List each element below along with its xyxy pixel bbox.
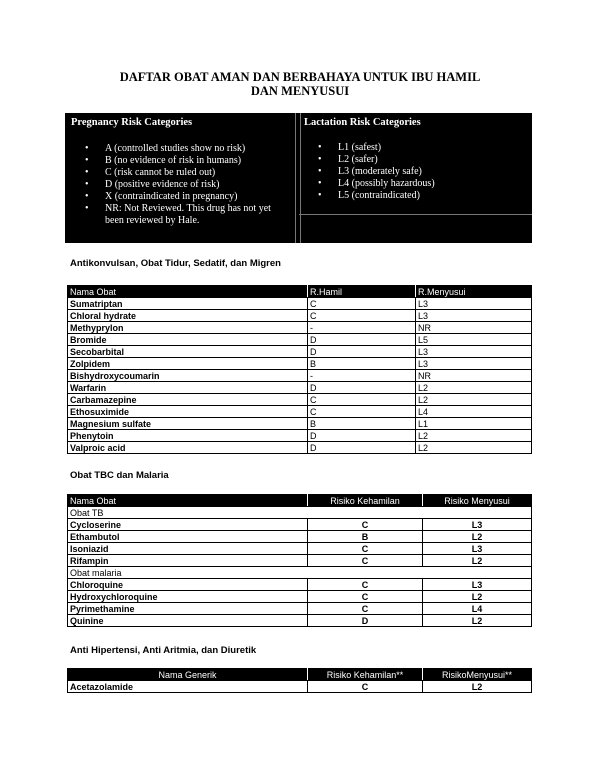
lactation-risk-cell: L3 (416, 358, 532, 370)
pregnancy-risk-item: • C (risk cannot be ruled out) (85, 167, 285, 179)
table-row (68, 543, 532, 555)
pregnancy-risk-cell: C (308, 310, 416, 322)
table-row (68, 370, 532, 382)
table-header-row (68, 495, 532, 507)
drug-name-cell: Bishydroxycoumarin (68, 370, 308, 382)
drug-name-cell: Chloral hydrate (68, 310, 308, 322)
table-row (68, 358, 532, 370)
drug-name-cell: Acetazolamide (68, 681, 308, 693)
drug-name-cell: Pyrimethamine (68, 603, 308, 615)
pregnancy-risk-cell: C (308, 298, 416, 310)
antihypertensive-table-body (68, 681, 532, 693)
pregnancy-risk-item: • B (no evidence of risk in humans) (85, 155, 285, 167)
lactation-risk-cell: L2 (423, 591, 532, 603)
drug-name-cell: Rifampin (68, 555, 308, 567)
pregnancy-risk-item: • NR: Not Reviewed. This drug has not yet been reviewed by Hale. (85, 203, 285, 227)
legend-divider (299, 214, 532, 215)
lactation-risk-cell: L3 (423, 519, 532, 531)
lactation-risk-cell: L5 (416, 334, 532, 346)
drug-name-cell: Carbamazepine (68, 394, 308, 406)
lactation-risk-item: • L5 (contraindicated) (318, 190, 435, 202)
table-row (68, 615, 532, 627)
table-row (68, 579, 532, 591)
column-header: Risiko Menyusui (423, 495, 532, 507)
group-label-cell: Obat TB (68, 507, 532, 519)
pregnancy-risk-cell: D (308, 430, 416, 442)
pregnancy-risk-cell: D (308, 382, 416, 394)
table-row (68, 519, 532, 531)
risk-category-legend (65, 113, 532, 243)
table-row (68, 346, 532, 358)
drug-name-cell: Cycloserine (68, 519, 308, 531)
lactation-risk-cell: L1 (416, 418, 532, 430)
lactation-risk-cell: NR (416, 370, 532, 382)
table-row (68, 430, 532, 442)
lactation-risk-panel (298, 113, 532, 243)
table-row (68, 298, 532, 310)
table-row (68, 681, 532, 693)
lactation-risk-cell: L4 (416, 406, 532, 418)
pregnancy-risk-list (85, 143, 285, 227)
lactation-risk-cell: L3 (416, 346, 532, 358)
drug-name-cell: Bromide (68, 334, 308, 346)
pregnancy-risk-cell: C (308, 555, 423, 567)
lactation-risk-cell: L3 (423, 543, 532, 555)
drug-name-cell: Methyprylon (68, 322, 308, 334)
column-header: Risiko Kehamilan** (308, 669, 423, 681)
pregnancy-risk-item: • A (controlled studies show no risk) (85, 143, 285, 155)
table-row (68, 334, 532, 346)
lactation-risk-item: • L2 (safer) (318, 154, 435, 166)
pregnancy-risk-cell: B (308, 531, 423, 543)
pregnancy-risk-cell: - (308, 370, 416, 382)
lactation-risk-cell: L2 (416, 442, 532, 454)
drug-name-cell: Secobarbital (68, 346, 308, 358)
lactation-risk-cell: L2 (416, 382, 532, 394)
lactation-risk-item: • L1 (safest) (318, 142, 435, 154)
lactation-risk-cell: L2 (416, 394, 532, 406)
lactation-risk-cell: L2 (423, 615, 532, 627)
pregnancy-risk-cell: C (308, 519, 423, 531)
title-line-1: DAFTAR OBAT AMAN DAN BERBAHAYA UNTUK IBU HAMIL (119, 70, 481, 84)
anticonvulsant-table-body (68, 298, 532, 454)
table-group-row (68, 507, 532, 519)
lactation-risk-title: Lactation Risk Categories (304, 117, 421, 128)
column-header: Nama Obat (68, 286, 308, 298)
table-row (68, 555, 532, 567)
lactation-risk-cell: L3 (423, 579, 532, 591)
table-header-row (68, 286, 532, 298)
table-group-row (68, 567, 532, 579)
drug-name-cell: Chloroquine (68, 579, 308, 591)
group-label-cell: Obat malaria (68, 567, 532, 579)
pregnancy-risk-item: • X (contraindicated in pregnancy) (85, 191, 285, 203)
drug-name-cell: Zolpidem (68, 358, 308, 370)
drug-name-cell: Phenytoin (68, 430, 308, 442)
pregnancy-risk-cell: - (308, 322, 416, 334)
lactation-risk-item: • L4 (possibly hazardous) (318, 178, 435, 190)
column-header: RisikoMenyusui** (423, 669, 532, 681)
lactation-risk-cell: L4 (423, 603, 532, 615)
lactation-risk-cell: L2 (423, 681, 532, 693)
table-row (68, 394, 532, 406)
pregnancy-risk-cell: B (308, 418, 416, 430)
pregnancy-risk-item: • D (positive evidence of risk) (85, 179, 285, 191)
table-row (68, 382, 532, 394)
drug-name-cell: Ethambutol (68, 531, 308, 543)
drug-name-cell: Hydroxychloroquine (68, 591, 308, 603)
table-row (68, 418, 532, 430)
table-row (68, 310, 532, 322)
drug-name-cell: Warfarin (68, 382, 308, 394)
lactation-risk-cell: L3 (416, 310, 532, 322)
pregnancy-risk-cell: C (308, 406, 416, 418)
pregnancy-risk-cell: C (308, 543, 423, 555)
pregnancy-risk-cell: C (308, 681, 423, 693)
table-row (68, 603, 532, 615)
column-header: Nama Obat (68, 495, 308, 507)
drug-name-cell: Valproic acid (68, 442, 308, 454)
title-line-2: DAN MENYUSUI (250, 84, 350, 98)
antihypertensive-table (67, 668, 532, 693)
lactation-risk-cell: L2 (416, 430, 532, 442)
drug-name-cell: Ethosuximide (68, 406, 308, 418)
pregnancy-risk-cell: D (308, 334, 416, 346)
pregnancy-risk-cell: D (308, 346, 416, 358)
pregnancy-risk-cell: C (308, 591, 423, 603)
table-row (68, 406, 532, 418)
pregnancy-risk-cell: D (308, 442, 416, 454)
drug-name-cell: Sumatriptan (68, 298, 308, 310)
section-heading-anticonvulsant: Antikonvulsan, Obat Tidur, Sedatif, dan Migren (70, 258, 281, 269)
column-header: R.Hamil (308, 286, 416, 298)
drug-name-cell: Magnesium sulfate (68, 418, 308, 430)
lactation-risk-cell: L3 (416, 298, 532, 310)
pregnancy-risk-cell: B (308, 358, 416, 370)
lactation-risk-cell: NR (416, 322, 532, 334)
document-title (0, 70, 600, 98)
anticonvulsant-table (67, 285, 532, 454)
pregnancy-risk-panel (65, 113, 296, 243)
lactation-risk-list (318, 142, 435, 202)
table-row (68, 591, 532, 603)
table-row (68, 322, 532, 334)
pregnancy-risk-cell: D (308, 615, 423, 627)
lactation-risk-item: • L3 (moderately safe) (318, 166, 435, 178)
table-row (68, 531, 532, 543)
pregnancy-risk-cell: C (308, 394, 416, 406)
section-heading-antihypertensive: Anti Hipertensi, Anti Aritmia, dan Diuretik (70, 645, 257, 656)
table-header-row (68, 669, 532, 681)
drug-name-cell: Isoniazid (68, 543, 308, 555)
pregnancy-risk-title: Pregnancy Risk Categories (71, 117, 193, 128)
drug-name-cell: Quinine (68, 615, 308, 627)
section-heading-tb-malaria: Obat TBC dan Malaria (70, 470, 169, 481)
lactation-risk-cell: L2 (423, 531, 532, 543)
pregnancy-risk-cell: C (308, 603, 423, 615)
column-header: R.Menyusui (416, 286, 532, 298)
tb-malaria-table-body (68, 507, 532, 627)
pregnancy-risk-cell: C (308, 579, 423, 591)
lactation-risk-cell: L2 (423, 555, 532, 567)
column-header: Risiko Kehamilan (308, 495, 423, 507)
table-row (68, 442, 532, 454)
column-header: Nama Generik (68, 669, 308, 681)
tb-malaria-table (67, 494, 532, 627)
